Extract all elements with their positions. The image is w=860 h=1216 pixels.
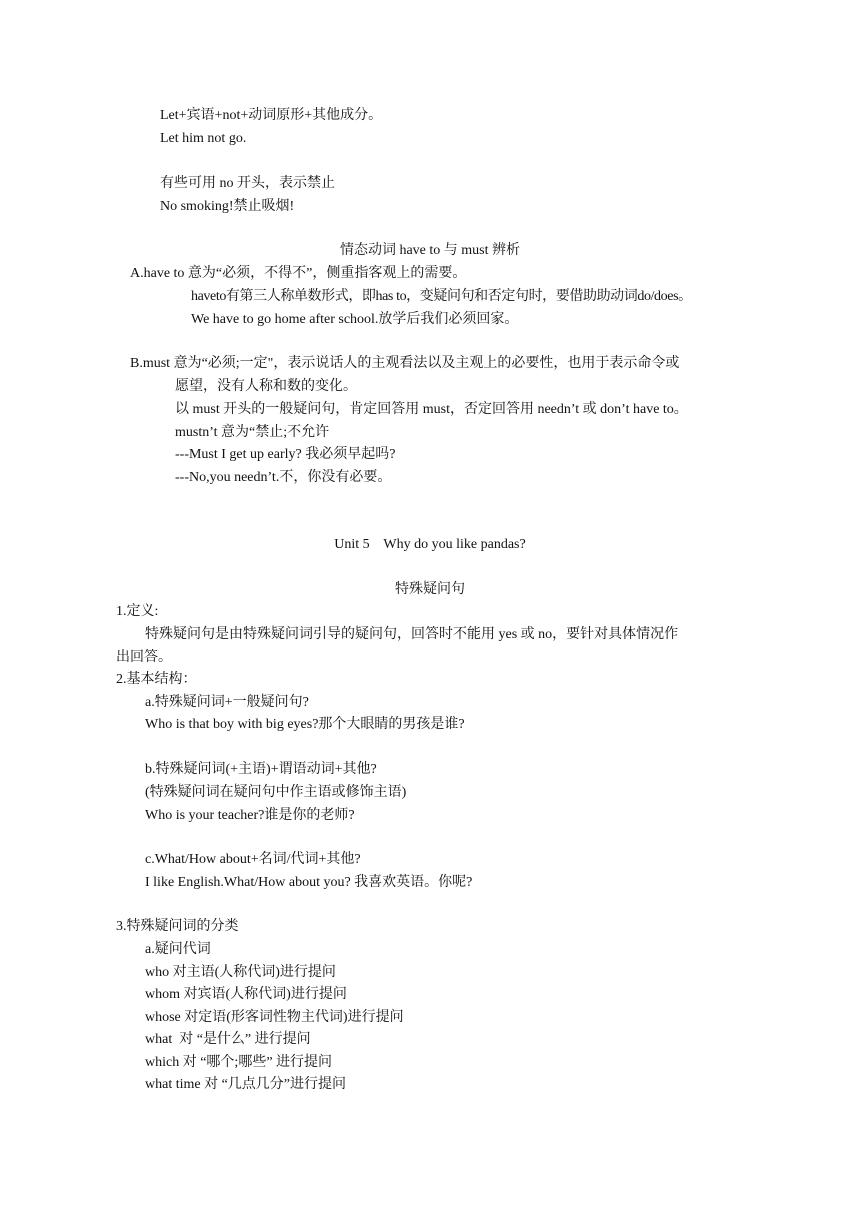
text-line: I like English.What/How about you? 我喜欢英语。你呢? [145,875,473,890]
text-line: 3.特殊疑问词的分类 [116,919,239,934]
text-line: B.must 意为“必须;一定"，表示说话人的主观看法以及主观上的必要性，也用于表示命令或 [130,356,680,371]
text-line: c.What/How about+名词/代词+其他? [145,852,361,867]
section-heading: 情态动词 have to 与 must 辨析 [339,243,521,258]
text-line: ---Must I get up early? 我必须早起吗? [175,447,396,462]
text-line: We have to go home after school.放学后我们必须回家。 [191,312,519,327]
text-line: A.have to 意为“必须，不得不”，侧重指客观上的需要。 [130,266,467,281]
unit-title: Unit 5 Why do you like pandas? [334,537,526,552]
text-line: 愿望，没有人称和数的变化。 [175,379,357,394]
text-line: Let him not go. [160,131,247,146]
text-line: a.特殊疑问词+一般疑问句? [145,695,309,710]
text-line: 以 must 开头的一般疑问句，肯定回答用 must，否定回答用 needn’t 或 don’t have to。 [175,402,688,417]
text-line: what 对 “是什么” 进行提问 [145,1032,311,1047]
text-line: 出回答。 [116,650,172,665]
text-line: whom 对宾语(人称代词)进行提问 [145,987,347,1002]
text-line: haveto有第三人称单数形式，即has to，变疑问句和否定句时，要借助助动词do/does。 [191,289,692,304]
text-line: who 对主语(人称代词)进行提问 [145,965,336,980]
text-line: Who is that boy with big eyes?那个大眼睛的男孩是谁? [145,717,465,732]
text-line: what time 对 “几点几分”进行提问 [145,1077,347,1092]
text-line: (特殊疑问词在疑问句中作主语或修饰主语) [145,785,407,800]
text-line: mustn’t 意为“禁止;不允许 [175,425,330,440]
text-line: ---No,you needn’t.不，你没有必要。 [175,470,392,485]
text-line: b.特殊疑问词(+主语)+谓语动词+其他? [145,762,377,777]
text-line: Let+宾语+not+动词原形+其他成分。 [160,108,383,123]
text-line: which 对 “哪个;哪些” 进行提问 [145,1055,333,1070]
text-line: a.疑问代词 [145,942,211,957]
text-line: No smoking!禁止吸烟! [160,199,295,214]
text-line: Who is your teacher?谁是你的老师? [145,808,355,823]
section-heading: 特殊疑问句 [395,582,465,597]
text-line: 2.基本结构： [116,672,197,687]
text-line: whose 对定语(形客词性物主代词)进行提问 [145,1010,404,1025]
text-line: 有些可用 no 开头，表示禁止 [160,176,335,191]
text-line: 特殊疑问句是由特殊疑问词引导的疑问句，回答时不能用 yes 或 no，要针对具体情况作 [145,627,679,642]
text-line: 1.定义: [116,604,159,619]
